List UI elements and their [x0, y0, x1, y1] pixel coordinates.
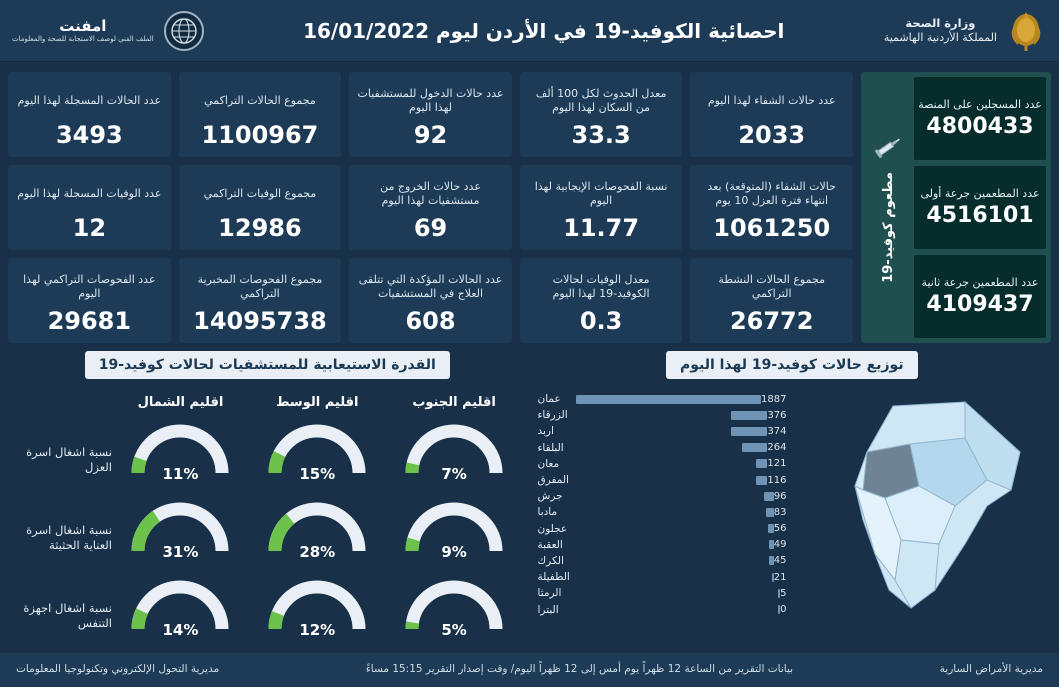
bar-value-label: 83	[773, 506, 787, 518]
bar-row	[533, 391, 791, 407]
bar-row	[533, 407, 791, 423]
stat-value: 1100967	[201, 121, 319, 149]
governorate-bar-chart	[533, 387, 795, 625]
stat-value: 4109437	[926, 291, 1034, 317]
stat-value: 26772	[729, 307, 814, 335]
stat-value: 1061250	[713, 214, 831, 242]
bar-track	[585, 572, 791, 583]
bar-value-label: 49	[773, 539, 787, 551]
stat-value: 92	[413, 121, 448, 149]
bar-row	[533, 456, 791, 472]
bar-category-label: عمان	[537, 393, 561, 406]
stat-value: 11.77	[563, 214, 640, 242]
gauge-value: 15%	[299, 465, 336, 483]
bar-fill	[731, 427, 768, 436]
gauge-row-label: نسبة اشغال اسرة العزل	[26, 445, 112, 474]
stat-card	[349, 258, 512, 343]
gauge-row-labels	[12, 387, 112, 655]
bar-category-label: البترا	[537, 603, 559, 616]
gauge	[398, 417, 510, 487]
bar-fill	[778, 589, 780, 598]
stat-label: عدد حالات الخروج من مستشفيات لهذا اليوم	[380, 179, 481, 207]
gauge-column	[249, 387, 386, 655]
gauge-column-header: اقليم الوسط	[276, 394, 359, 410]
bar-row	[533, 601, 791, 617]
ministry-name: وزارة الصحة المملكة الأردنية الهاشمية	[883, 16, 997, 44]
page-header	[0, 0, 1059, 62]
gauge-column	[386, 387, 523, 655]
stat-card	[349, 165, 512, 250]
bar-row	[533, 521, 791, 537]
bar-fill	[742, 443, 768, 452]
stat-label: عدد الحالات المؤكدة التي تتلقى العلاج في المستشفيات	[358, 272, 503, 300]
gauge-column-header: اقليم الشمال	[137, 394, 224, 410]
gauge-columns	[112, 387, 523, 655]
gauge-value: 7%	[441, 465, 467, 483]
bar-category-label: مادبا	[537, 506, 558, 519]
bar-value-label: 374	[767, 425, 787, 437]
stat-value: 4800433	[926, 113, 1034, 139]
gauge-value: 28%	[299, 543, 336, 561]
stat-value: 12986	[218, 214, 302, 242]
bar-fill	[756, 476, 767, 485]
stat-card	[349, 72, 512, 157]
bar-fill	[769, 540, 774, 549]
stat-label: عدد حالات الدخول للمستشفيات لهذا اليوم	[357, 86, 504, 114]
bar-track	[585, 539, 791, 550]
stat-value: 608	[405, 307, 456, 335]
stat-label: عدد المطعمين جرعة ثانية	[921, 276, 1039, 290]
stat-value: 0.3	[579, 307, 623, 335]
stat-column	[690, 72, 853, 343]
stat-card	[8, 72, 171, 157]
gauge-column	[112, 387, 249, 655]
bar-category-label: معان	[537, 457, 560, 470]
bar-fill	[769, 556, 773, 565]
stat-label: عدد المسجلين على المنصة	[918, 98, 1042, 112]
gauge	[124, 495, 236, 565]
stat-column	[520, 72, 683, 343]
stat-value: 14095738	[193, 307, 327, 335]
gauge-value: 31%	[162, 543, 199, 561]
gauge-value: 5%	[441, 621, 467, 639]
jordan-map	[795, 387, 1052, 625]
bar-fill	[772, 573, 774, 582]
gauge-value: 11%	[162, 465, 199, 483]
bar-category-label: البلقاء	[537, 441, 564, 454]
bar-row	[533, 440, 791, 456]
stat-card	[520, 165, 683, 250]
bar-track	[585, 410, 791, 421]
bar-track	[585, 588, 791, 599]
stat-card	[914, 166, 1046, 249]
stat-value: 12	[72, 214, 107, 242]
stat-card	[690, 258, 853, 343]
gauge-value: 14%	[162, 621, 199, 639]
bar-row	[533, 472, 791, 488]
stat-card	[8, 165, 171, 250]
bar-value-label: 1887	[761, 393, 787, 405]
bar-row	[533, 569, 791, 585]
gauge-row-label: نسبة اشغال اجهزة التنفس	[23, 601, 112, 630]
bar-track	[576, 394, 790, 405]
gauge	[261, 573, 373, 643]
hospital-capacity-panel	[8, 347, 527, 647]
stat-label: عدد حالات الشفاء لهذا اليوم	[707, 93, 836, 107]
bar-row	[533, 423, 791, 439]
bar-track	[585, 491, 791, 502]
stat-label: مجموع الحالات التراكمي	[204, 93, 316, 107]
bar-value-label: 0	[780, 604, 787, 616]
distribution-title: توزيع حالات كوفيد-19 لهذا اليوم	[666, 351, 918, 379]
gauge-matrix	[8, 387, 527, 655]
gauge	[124, 417, 236, 487]
bar-fill	[764, 492, 773, 501]
bar-value-label: 45	[773, 555, 787, 567]
bar-fill	[778, 605, 780, 614]
stat-card	[690, 72, 853, 157]
bar-category-label: عجلون	[537, 522, 568, 535]
jordan-crest-icon	[1005, 8, 1047, 54]
bar-track	[585, 604, 791, 615]
bar-category-label: الرمثا	[537, 587, 562, 600]
bar-category-label: الطفيلة	[537, 571, 570, 584]
vaccine-panel-title: مطعوم كوفيد-19	[880, 172, 896, 283]
footer-right-text: مديرية الأمراض السارية	[939, 663, 1043, 676]
stat-label: معدل الوفيات لحالات الكوفيد-19 لهذا اليوم	[552, 272, 650, 300]
stat-value: 4516101	[926, 202, 1034, 228]
bar-fill	[768, 524, 773, 533]
footer-left-text: مديرية التحول الإلكتروني وتكنولوجيا المعلومات	[16, 663, 220, 676]
stat-label: عدد المطعمين جرعة أولى	[920, 187, 1040, 201]
stat-column	[349, 72, 512, 343]
org-logo-text: امفنت الملف الفني لوصف الاستجابة للصحة والمعلومات	[12, 17, 154, 44]
bar-value-label: 376	[767, 409, 787, 421]
bar-category-label: اربد	[537, 425, 554, 438]
bar-fill	[756, 459, 768, 468]
vaccine-cards	[914, 77, 1046, 338]
gauge-value: 9%	[441, 543, 467, 561]
bar-track	[585, 442, 791, 453]
distribution-body	[533, 387, 1052, 625]
gauge-value: 12%	[299, 621, 336, 639]
bar-track	[585, 475, 791, 486]
bar-row	[533, 553, 791, 569]
page-title: احصائية الكوفيد-19 في الأردن ليوم 16/01/2022	[303, 18, 785, 43]
statistics-grid	[0, 62, 1059, 347]
stat-label: معدل الحدوث لكل 100 ألف من السكان لهذا اليوم	[535, 86, 667, 114]
bar-fill	[731, 411, 768, 420]
vaccine-panel	[861, 72, 1051, 343]
stat-label: نسبة الفحوصات الإيجابية لهذا اليوم	[534, 179, 668, 207]
stat-card	[914, 255, 1046, 338]
gauge-column-header: اقليم الجنوب	[412, 394, 496, 410]
bar-value-label: 5	[780, 587, 787, 599]
gauge	[398, 495, 510, 565]
stat-label: مجموع الوفيات التراكمي	[203, 186, 317, 200]
page-footer	[0, 653, 1059, 687]
stat-card	[520, 72, 683, 157]
bar-track	[585, 426, 791, 437]
stat-label: مجموع الحالات النشطة التراكمي	[718, 272, 825, 300]
bar-row	[533, 585, 791, 601]
hospital-capacity-title: القدرة الاستيعابية للمستشفيات لحالات كوفيد-19	[85, 351, 450, 379]
stat-card	[8, 258, 171, 343]
bar-category-label: جرش	[537, 490, 563, 503]
bar-value-label: 21	[773, 571, 787, 583]
gauge-row-label: نسبة اشغال اسرة العناية الحثيثة	[26, 523, 112, 552]
stat-value: 33.3	[571, 121, 631, 149]
bar-value-label: 116	[767, 474, 787, 486]
bar-track	[585, 523, 791, 534]
stat-label: مجموع الفحوصات المخبرية التراكمي	[197, 272, 323, 300]
stat-value: 69	[413, 214, 448, 242]
vaccine-panel-side	[866, 77, 910, 338]
bar-category-label: الزرقاء	[537, 409, 568, 422]
syringe-icon	[866, 127, 910, 172]
bar-value-label: 96	[773, 490, 787, 502]
lower-section	[0, 347, 1059, 647]
bar-track	[585, 507, 791, 518]
bar-track	[585, 555, 791, 566]
stat-value: 2033	[738, 121, 806, 149]
bar-category-label: العقبة	[537, 538, 563, 551]
stat-column	[8, 72, 171, 343]
stat-card	[690, 165, 853, 250]
org-logo	[12, 11, 204, 51]
stat-label: عدد الفحوصات التراكمي لهذا اليوم	[23, 272, 156, 300]
gauge	[261, 417, 373, 487]
stat-value: 29681	[47, 307, 132, 335]
stat-card	[179, 165, 342, 250]
globe-icon	[164, 11, 204, 51]
stat-label: عدد الحالات المسجلة لهذا اليوم	[17, 93, 162, 107]
bar-fill	[766, 508, 774, 517]
stat-card	[179, 72, 342, 157]
stat-label: عدد الوفيات المسجلة لهذا اليوم	[17, 186, 162, 200]
gauge	[261, 495, 373, 565]
distribution-panel	[533, 347, 1052, 647]
bar-fill	[576, 395, 761, 404]
bar-row	[533, 537, 791, 553]
footer-center-text: بيانات التقرير من الساعة 12 ظهراً يوم أمس إلى 12 ظهراً اليوم/ وقت إصدار التقرير 15:15 مساءً	[365, 663, 794, 676]
stat-label: حالات الشفاء (المتوقعة) بعد انتهاء فترة العزل 10 يوم	[707, 179, 836, 207]
ministry-branding	[884, 8, 1047, 54]
bar-row	[533, 488, 791, 504]
stat-card	[914, 77, 1046, 160]
bar-category-label: الكرك	[537, 554, 564, 567]
bar-value-label: 121	[767, 458, 787, 470]
bar-category-label: المفرق	[537, 474, 569, 487]
bar-value-label: 56	[773, 523, 787, 535]
bar-row	[533, 504, 791, 520]
stat-value: 3493	[55, 121, 123, 149]
stat-card	[179, 258, 342, 343]
bar-value-label: 264	[767, 442, 787, 454]
gauge	[124, 573, 236, 643]
gauge	[398, 573, 510, 643]
stat-column	[179, 72, 342, 343]
stat-card	[520, 258, 683, 343]
bar-track	[585, 458, 791, 469]
